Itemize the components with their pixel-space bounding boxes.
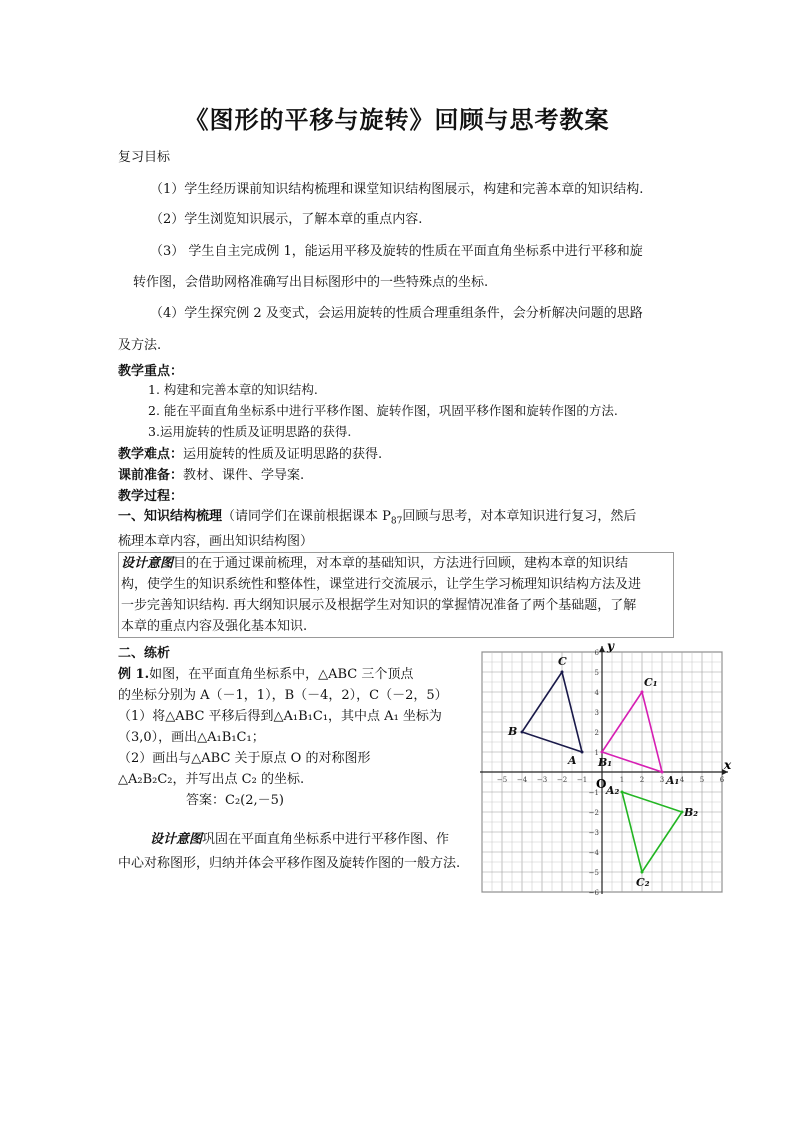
objective-1: （1）学生经历课前知识结构梳理和课堂知识结构图展示，构建和完善本章的知识结构. (150, 182, 644, 197)
example1-line-2: 的坐标分别为 A（－1，1），B（－4，2），C（－2，5） (118, 688, 448, 703)
design-intent-line-3: 一步完善知识结构. 再大纲知识展示及根据学生对知识的掌握情况准备了两个基础题，了解 (121, 598, 637, 613)
difficulty-text: 运用旋转的性质及证明思路的获得. (183, 447, 383, 462)
preparation-label: 课前准备： (118, 468, 184, 483)
x-tick-label: 6 (719, 776, 725, 784)
x-tick-label: 5 (699, 776, 705, 784)
key-point-2: 2. 能在平面直角坐标系中进行平移作图、旋转作图，巩固平移作图和旋转作图的方法. (148, 403, 618, 418)
section1-row (118, 505, 636, 527)
design2-row (150, 828, 449, 847)
difficulty-row (118, 443, 382, 462)
x-tick-label: 3 (659, 776, 665, 784)
x-tick-label: 1 (619, 776, 625, 784)
review-heading: 复习目标 (118, 150, 171, 165)
objective-2: （2）学生浏览知识展示，了解本章的重点内容. (150, 212, 423, 227)
section1-text1: （请同学们在课前根据课本 P (222, 509, 391, 524)
preparation-text: 教材、课件、学导案. (183, 468, 305, 483)
design2-label: 设计意图 (150, 832, 203, 847)
section1-sub: 87 (390, 516, 403, 527)
y-tick-label: 5 (594, 669, 599, 677)
vertex-label: B₁ (598, 756, 613, 769)
objective-3: （3） 学生自主完成例 1，能运用平移及旋转的性质在平面直角坐标系中进行平移和旋 (150, 244, 643, 259)
design-intent-box (118, 552, 674, 638)
vertex-point (561, 671, 564, 674)
example1-label: 例 1. (118, 667, 150, 682)
y-tick-label: −3 (588, 829, 599, 837)
origin-label: O (596, 777, 607, 791)
design-intent-label: 设计意图 (121, 556, 174, 571)
x-tick-label: −5 (496, 776, 508, 784)
design-intent-line-2: 构，使学生的知识系统性和整体性，课堂进行交流展示，让学生学习梳理知识结构方法及进 (121, 577, 642, 592)
vertex-label: B₂ (684, 806, 699, 819)
objective-4-cont: 及方法. (118, 338, 162, 353)
vertex-point (601, 751, 604, 754)
vertex-label: A (568, 754, 577, 767)
vertex-label: A₂ (606, 784, 620, 797)
objective-3-cont: 转作图，会借助网格准确写出目标图形中的一些特殊点的坐标. (133, 275, 489, 290)
section1-text2: 回顾与思考，对本章知识进行复习，然后 (402, 509, 637, 524)
example1-line-5: （2）画出与△ABC 关于原点 O 的对称图形 (118, 751, 371, 766)
vertex-label: A₁ (666, 774, 680, 787)
design2-line-1: 巩固在平面直角坐标系中进行平移作图、作 (202, 832, 450, 847)
key-point-1: 1. 构建和完善本章的知识结构. (148, 382, 318, 397)
section2-label: 二、练析 (118, 646, 171, 661)
example1-line-3: （1）将△ABC 平移后得到△A₁B₁C₁，其中点 A₁ 坐标为 (118, 709, 442, 724)
y-tick-label: 2 (594, 729, 599, 737)
example1-line-1: 如图，在平面直角坐标系中，△ABC 三个顶点 (149, 667, 414, 682)
vertex-point (641, 691, 644, 694)
key-point-3: 3.运用旋转的性质及证明思路的获得. (148, 424, 352, 439)
vertex-point (641, 871, 644, 874)
key-points-label: 教学重点： (118, 364, 184, 379)
example1-line-6: △A₂B₂C₂，并写出点 C₂ 的坐标. (118, 772, 305, 787)
y-tick-label: −5 (588, 869, 599, 877)
y-tick-label: −2 (588, 809, 599, 817)
preparation-row (118, 464, 304, 483)
y-tick-label: −1 (588, 789, 599, 797)
vertex-label: C (558, 655, 567, 668)
y-tick-label: −4 (588, 849, 599, 857)
x-tick-label: −1 (576, 776, 588, 784)
x-axis-label: x (724, 758, 732, 772)
vertex-label: C₂ (636, 876, 650, 889)
example1-line-4: （3,0），画出△A₁B₁C₁； (118, 730, 265, 745)
vertex-label: C₁ (644, 676, 658, 689)
y-axis-arrow (599, 646, 605, 652)
y-axis-label: y (607, 642, 614, 653)
vertex-label: B (508, 725, 518, 738)
section1-label: 一、知识结构梳理 (118, 509, 223, 524)
vertex-point (661, 771, 664, 774)
y-tick-label: 1 (594, 749, 599, 757)
x-tick-label: −4 (516, 776, 528, 784)
vertex-point (621, 791, 624, 794)
objective-4: （4）学生探究例 2 及变式，会运用旋转的性质合理重组条件，会分析解决问题的思路 (150, 306, 643, 321)
x-tick-label: −3 (536, 776, 548, 784)
vertex-point (521, 731, 524, 734)
y-tick-label: 4 (594, 689, 599, 697)
process-label: 教学过程： (118, 489, 184, 504)
example1-answer: 答案：C₂(2,－5) (186, 793, 284, 808)
x-tick-label: 4 (679, 776, 685, 784)
difficulty-label: 教学难点： (118, 447, 184, 462)
design2-line-2: 中心对称图形，归纳并体会平移作图及旋转作图的一般方法. (118, 856, 461, 871)
section1-line2: 梳理本章内容，画出知识结构图） (118, 534, 314, 549)
y-tick-label: 3 (594, 709, 599, 717)
page-title: 《图形的平移与旋转》回顾与思考教案 (184, 105, 610, 134)
x-tick-label: 2 (639, 776, 645, 784)
vertex-point (581, 751, 584, 754)
design-intent-line-4: 本章的重点内容及强化基本知识. (121, 619, 308, 634)
x-tick-label: −2 (556, 776, 568, 784)
y-tick-label: 6 (594, 649, 599, 657)
design-intent-line-1: 目的在于通过课前梳理，对本章的基础知识，方法进行回顾，建构本章的知识结 (173, 556, 629, 571)
coordinate-graph (480, 642, 740, 902)
example1-row (118, 663, 413, 682)
y-tick-label: −6 (588, 889, 599, 897)
